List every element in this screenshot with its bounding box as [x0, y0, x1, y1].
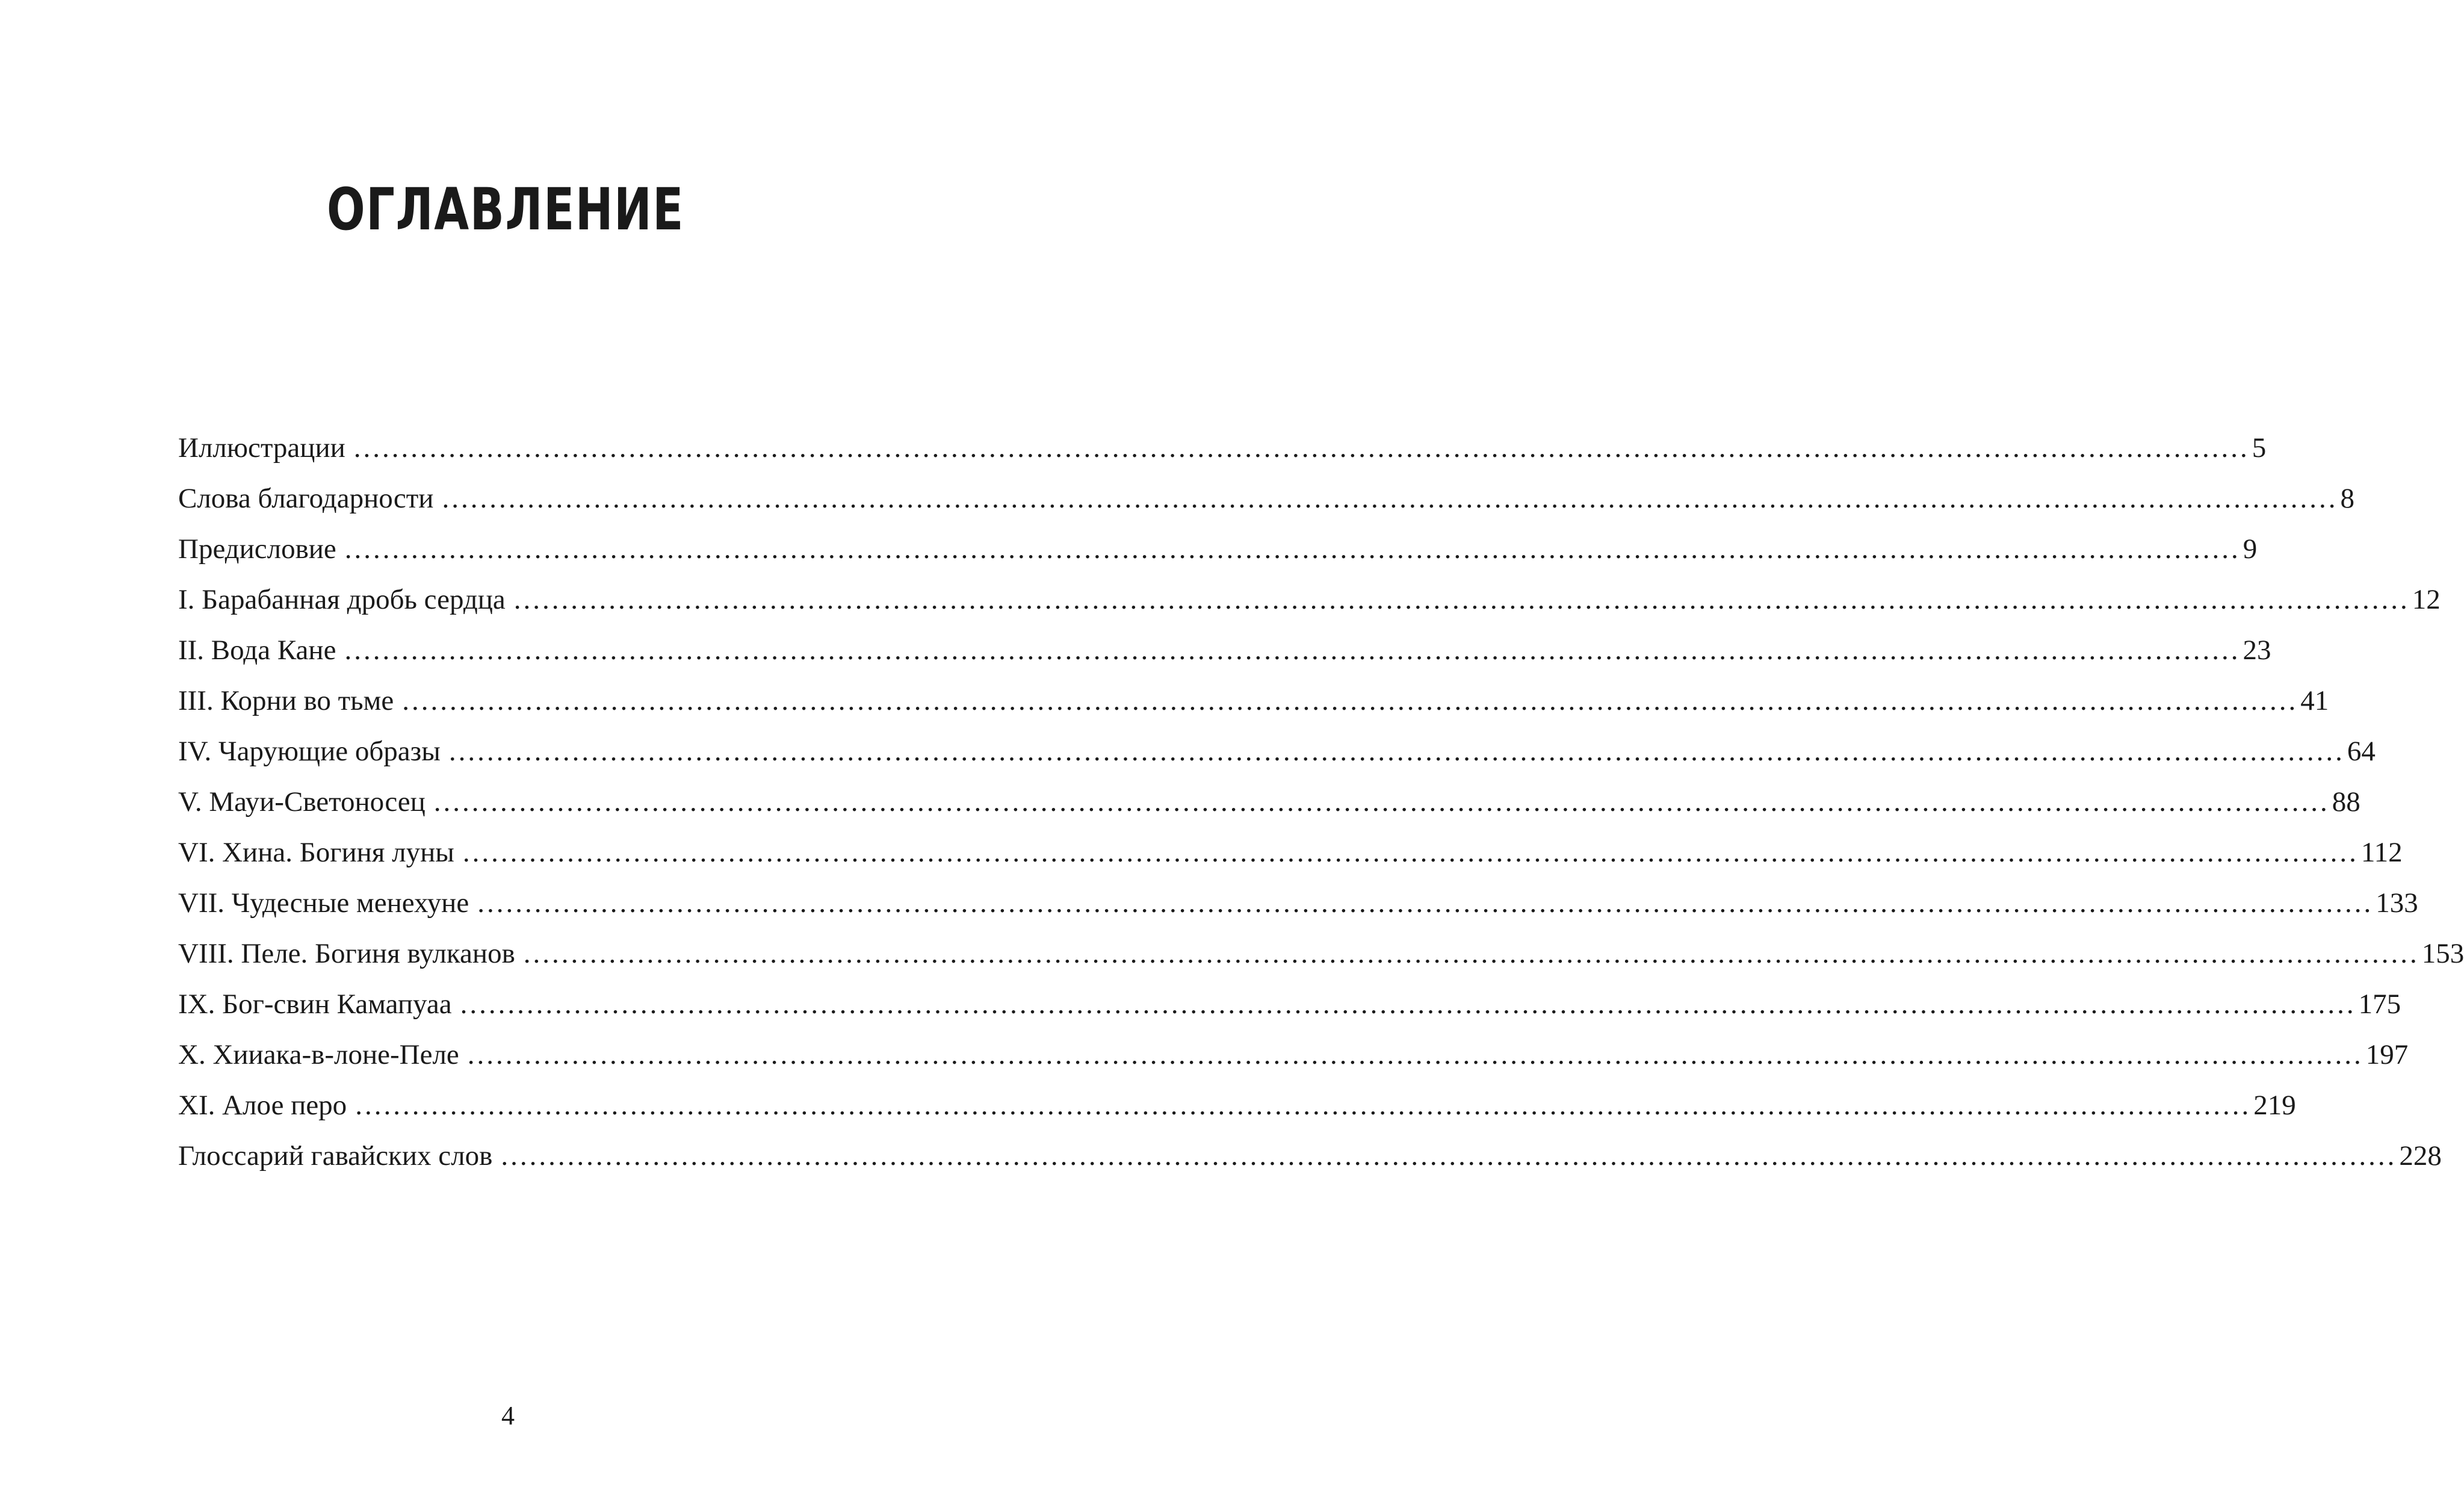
toc-entry-page: 197	[2365, 1039, 2409, 1070]
toc-entry[interactable]	[178, 1080, 2296, 1131]
toc-entry[interactable]	[178, 878, 2418, 928]
toc-entry-page: 12	[2412, 584, 2441, 615]
toc-dot-leader: ........................................................................................................................................................................................................	[460, 989, 2356, 1020]
toc-dot-leader: ........................................................................................................................................................................................................	[402, 685, 2298, 716]
toc-dot-leader: ........................................................................................................................................................................................................	[501, 1140, 2397, 1172]
toc-dot-leader: ........................................................................................................................................................................................................	[477, 887, 2374, 919]
toc-entry[interactable]	[178, 423, 2267, 473]
toc-entry-label: XI. Алое перо	[178, 1090, 347, 1121]
toc-entry[interactable]	[178, 524, 2258, 574]
toc-entry-page: 228	[2399, 1140, 2442, 1172]
toc-entry-page: 175	[2358, 989, 2401, 1020]
toc-dot-leader: ........................................................................................................................................................................................................	[448, 736, 2345, 767]
toc-entry-label: IV. Чарующие образы	[178, 736, 441, 767]
toc-entry-label: Иллюстрации	[178, 432, 345, 464]
toc-entry-page: 64	[2347, 736, 2376, 767]
toc-dot-leader: ........................................................................................................................................................................................................	[462, 837, 2359, 868]
toc-dot-leader: ........................................................................................................................................................................................................	[344, 635, 2241, 666]
toc-entry-page: 9	[2243, 533, 2258, 565]
toc-entry[interactable]	[178, 473, 2354, 524]
toc-entry-label: Слова благодарности	[178, 483, 434, 514]
toc-dot-leader: ........................................................................................................................................................................................................	[353, 432, 2250, 464]
toc-entry[interactable]	[178, 574, 2441, 625]
toc-dot-leader: ........................................................................................................................................................................................................	[467, 1039, 2363, 1070]
toc-entry-page: 5	[2252, 432, 2267, 464]
toc-dot-leader: ........................................................................................................................................................................................................	[344, 533, 2241, 565]
toc-entry-label: Предисловие	[178, 533, 336, 565]
toc-entry[interactable]	[178, 827, 2403, 878]
toc-entry-label: Глоссарий гавайских слов	[178, 1140, 493, 1172]
toc-entry[interactable]	[178, 1029, 2409, 1080]
toc-entry-label: I. Барабанная дробь сердца	[178, 584, 506, 615]
table-of-contents	[178, 423, 2464, 1181]
toc-entry-label: VII. Чудесные менехуне	[178, 887, 469, 919]
toc-entry-page: 41	[2300, 685, 2329, 716]
toc-entry-page: 219	[2253, 1090, 2296, 1121]
page-number: 4	[501, 1401, 515, 1430]
toc-entry[interactable]	[178, 979, 2401, 1029]
toc-entry-label: VI. Хина. Богиня луны	[178, 837, 454, 868]
toc-entry-label: X. Хииака-в-лоне-Пеле	[178, 1039, 459, 1070]
page-title: ОГЛАВЛЕНИЕ	[326, 176, 685, 243]
toc-entry[interactable]	[178, 1131, 2442, 1181]
toc-dot-leader: ........................................................................................................................................................................................................	[433, 786, 2330, 818]
toc-dot-leader: ........................................................................................................................................................................................................	[442, 483, 2338, 514]
toc-dot-leader: ........................................................................................................................................................................................................	[513, 584, 2410, 615]
toc-entry-page: 153	[2421, 938, 2464, 969]
toc-entry[interactable]	[178, 625, 2271, 675]
toc-dot-leader: ........................................................................................................................................................................................................	[523, 938, 2419, 969]
toc-entry[interactable]	[178, 675, 2329, 726]
toc-entry-page: 88	[2332, 786, 2360, 818]
toc-dot-leader: ........................................................................................................................................................................................................	[355, 1090, 2252, 1121]
toc-entry-label: V. Мауи-Светоносец	[178, 786, 426, 818]
toc-entry[interactable]	[178, 928, 2464, 979]
toc-entry-page: 23	[2243, 635, 2271, 666]
toc-entry[interactable]	[178, 777, 2360, 827]
toc-entry-page: 112	[2360, 837, 2403, 868]
toc-entry[interactable]	[178, 726, 2376, 777]
toc-entry-page: 133	[2376, 887, 2418, 919]
toc-entry-label: II. Вода Кане	[178, 635, 336, 666]
toc-entry-label: III. Корни во тьме	[178, 685, 394, 716]
toc-entry-label: VIII. Пеле. Богиня вулканов	[178, 938, 515, 969]
toc-entry-page: 8	[2340, 483, 2354, 514]
toc-entry-label: IX. Бог-свин Камапуаа	[178, 989, 452, 1020]
